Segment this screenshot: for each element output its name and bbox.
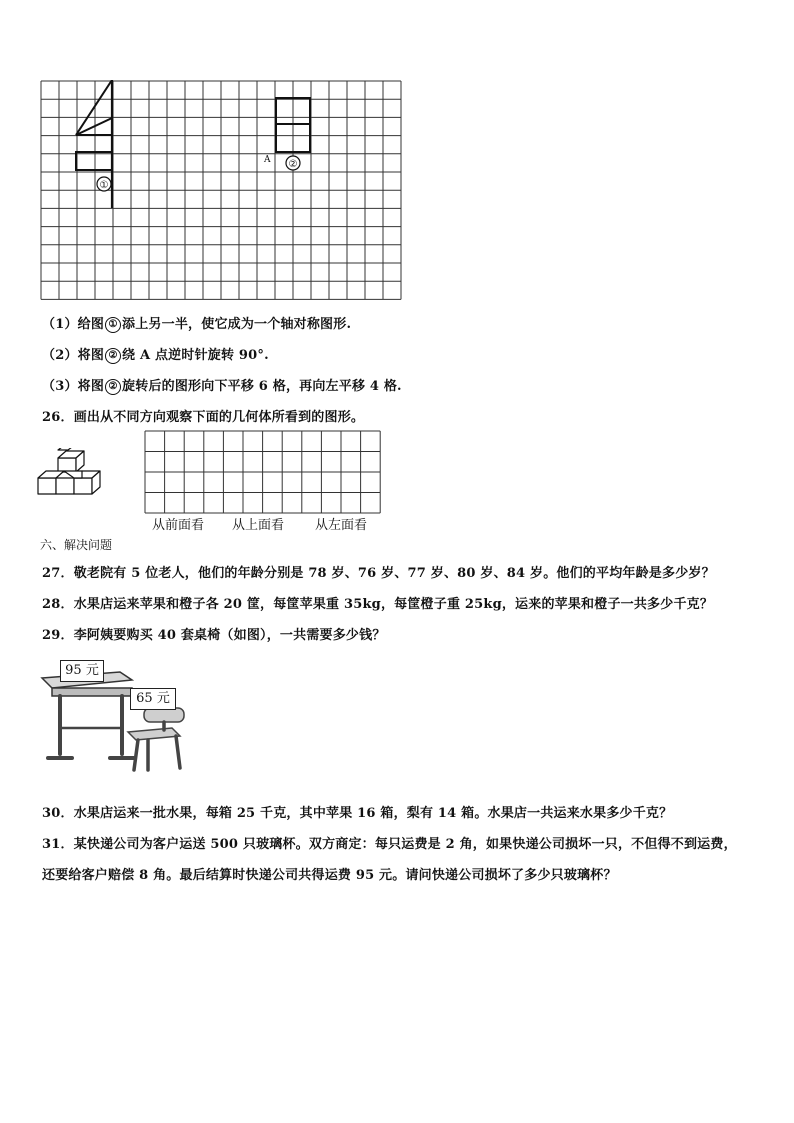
q25-sub1-prefix: （1）给图 bbox=[42, 317, 105, 332]
point-a-label: A bbox=[264, 155, 271, 165]
view-label-front: 从前面看 bbox=[152, 518, 205, 533]
cube-assembly-figure bbox=[36, 448, 108, 496]
q25-sub3-prefix: （3）将图 bbox=[42, 379, 105, 394]
q25-sub2-suffix: 绕 A 点逆时针旋转 90°. bbox=[122, 348, 269, 363]
circled-number: ② bbox=[105, 379, 121, 395]
q25-sub3 bbox=[42, 375, 402, 395]
q28-text: 28．水果店运来苹果和橙子各 20 筐，每筐苹果重 35kg，每筐橙子重 25kg，运来的苹果和橙子一共多少千克？ bbox=[42, 597, 714, 612]
transform-grid bbox=[40, 80, 404, 300]
q25-sub1 bbox=[42, 313, 351, 333]
section-title: 六、解决问题 bbox=[40, 538, 113, 552]
q25-sub3-suffix: 旋转后的图形向下平移 6 格，再向左平移 4 格. bbox=[122, 379, 402, 394]
view-label-left: 从左面看 bbox=[315, 518, 368, 533]
views-answer-grid bbox=[144, 430, 382, 514]
q30-text: 30．水果店运来一批水果，每箱 25 千克，其中苹果 16 箱，梨有 14 箱。水果店一共运来水果多少千克？ bbox=[42, 806, 673, 821]
desk-price-tag: 95 元 bbox=[60, 660, 104, 682]
q26-text: 26．画出从不同方向观察下面的几何体所看到的图形。 bbox=[42, 410, 365, 425]
svg-text:①: ① bbox=[99, 180, 109, 191]
shape-1-half-figure bbox=[76, 80, 112, 170]
shape-2-label bbox=[286, 156, 300, 170]
circled-number: ① bbox=[105, 317, 121, 333]
q27-text: 27．敬老院有 5 位老人，他们的年龄分别是 78 岁、76 岁、77 岁、80 岁、84 岁。他们的平均年龄是多少岁？ bbox=[42, 566, 715, 581]
chair-price-tag: 65 元 bbox=[130, 688, 176, 710]
shape-1-label bbox=[97, 177, 111, 191]
q25-sub2 bbox=[42, 344, 269, 364]
q29-text: 29．李阿姨要购买 40 套桌椅（如图），一共需要多少钱？ bbox=[42, 628, 386, 643]
desk-chair-illustration bbox=[38, 658, 200, 778]
q31-text-line1: 31．某快递公司为客户运送 500 只玻璃杯。双方商定：每只运费是 2 角，如果快递公司损坏一只，不但得不到运费， bbox=[42, 837, 737, 852]
circled-number: ② bbox=[105, 348, 121, 364]
svg-text:②: ② bbox=[288, 159, 298, 170]
q31-text-line2: 还要给客户赔偿 8 角。最后结算时快递公司共得运费 95 元。请问快递公司损坏了多少只玻璃杯？ bbox=[42, 868, 617, 883]
q25-sub1-suffix: 添上另一半，使它成为一个轴对称图形. bbox=[122, 317, 352, 332]
view-label-top: 从上面看 bbox=[232, 518, 285, 533]
q25-sub2-prefix: （2）将图 bbox=[42, 348, 105, 363]
